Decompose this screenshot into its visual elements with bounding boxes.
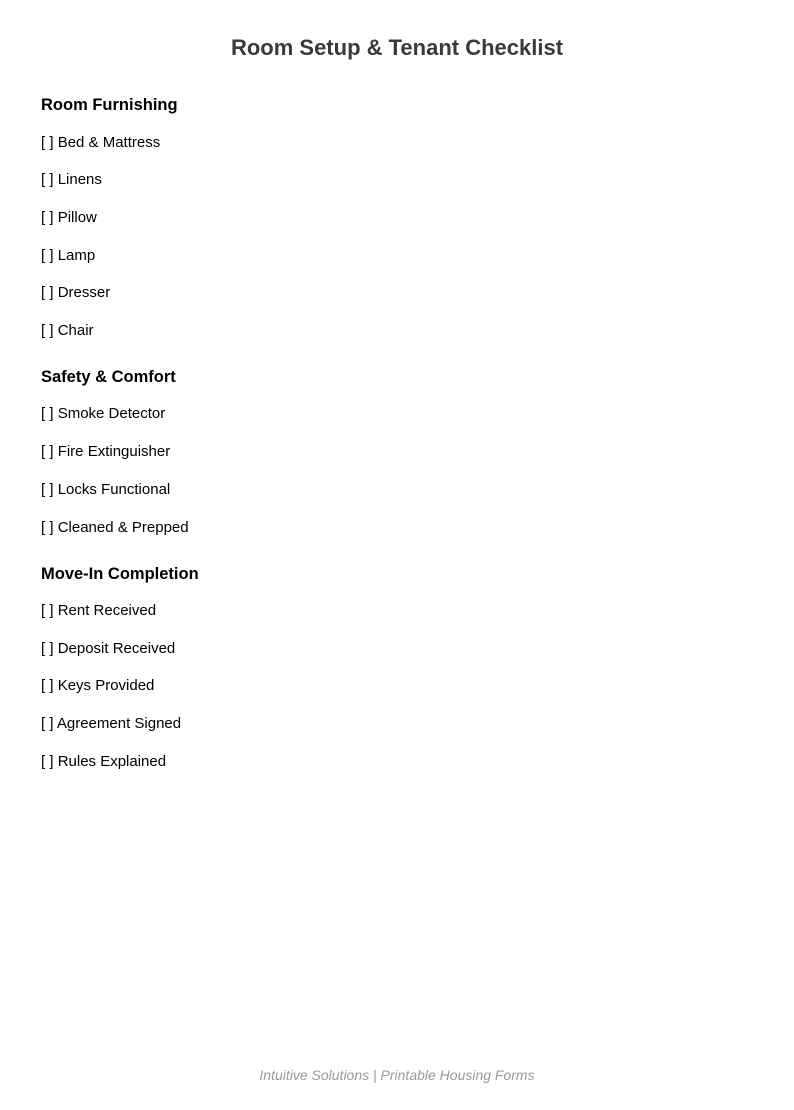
checklist-item[interactable] (41, 752, 166, 772)
checkbox-marker[interactable]: [ ] (41, 134, 54, 151)
checkbox-marker[interactable]: [ ] (41, 715, 54, 732)
item-label: Smoke Detector (57, 405, 166, 422)
section-title-move-in-completion: Move-In Completion (41, 565, 199, 583)
checkbox-marker[interactable]: [ ] (41, 284, 54, 301)
checklist-item[interactable] (41, 170, 102, 190)
item-label: Rules Explained (57, 753, 167, 770)
item-label: Bed & Mattress (57, 134, 161, 151)
checklist-item[interactable] (41, 321, 94, 341)
checkbox-marker[interactable]: [ ] (41, 171, 54, 188)
item-label: Pillow (57, 209, 97, 226)
item-label: Dresser (57, 284, 111, 301)
checkbox-marker[interactable]: [ ] (41, 443, 54, 460)
item-label: Deposit Received (57, 640, 176, 657)
checkbox-marker[interactable]: [ ] (41, 677, 54, 694)
item-label: Agreement Signed (56, 715, 182, 732)
checklist-item[interactable] (41, 639, 175, 659)
item-label: Lamp (57, 247, 96, 264)
checkbox-marker[interactable]: [ ] (41, 481, 54, 498)
checkbox-marker[interactable]: [ ] (41, 753, 54, 770)
section-title-safety-comfort: Safety & Comfort (41, 368, 176, 386)
checkbox-marker[interactable]: [ ] (41, 322, 54, 339)
checklist-item[interactable] (41, 480, 170, 500)
checkbox-marker[interactable]: [ ] (41, 640, 54, 657)
item-label: Rent Received (57, 602, 157, 619)
checklist-item[interactable] (41, 208, 97, 228)
item-label: Keys Provided (57, 677, 155, 694)
item-label: Chair (57, 322, 94, 339)
checkbox-marker[interactable]: [ ] (41, 519, 54, 536)
item-label: Linens (57, 171, 102, 188)
section-title-room-furnishing: Room Furnishing (41, 96, 178, 114)
checklist-item[interactable] (41, 676, 154, 696)
checkbox-marker[interactable]: [ ] (41, 602, 54, 619)
checklist-item[interactable] (41, 133, 160, 153)
item-label: Fire Extinguisher (57, 443, 171, 460)
item-label: Cleaned & Prepped (57, 519, 189, 536)
checklist-item[interactable] (41, 246, 95, 266)
checkbox-marker[interactable]: [ ] (41, 247, 54, 264)
checklist-item[interactable] (41, 442, 170, 462)
page-title: Room Setup & Tenant Checklist (230, 35, 564, 60)
footer-text: Intuitive Solutions | Printable Housing Forms (259, 1067, 535, 1083)
item-label: Locks Functional (57, 481, 171, 498)
checklist-item[interactable] (41, 601, 156, 621)
checklist-item[interactable] (41, 518, 189, 538)
checklist-item[interactable] (41, 283, 110, 303)
checklist-item[interactable] (41, 404, 165, 424)
checklist-item[interactable] (41, 714, 181, 734)
checkbox-marker[interactable]: [ ] (41, 209, 54, 226)
checkbox-marker[interactable]: [ ] (41, 405, 54, 422)
